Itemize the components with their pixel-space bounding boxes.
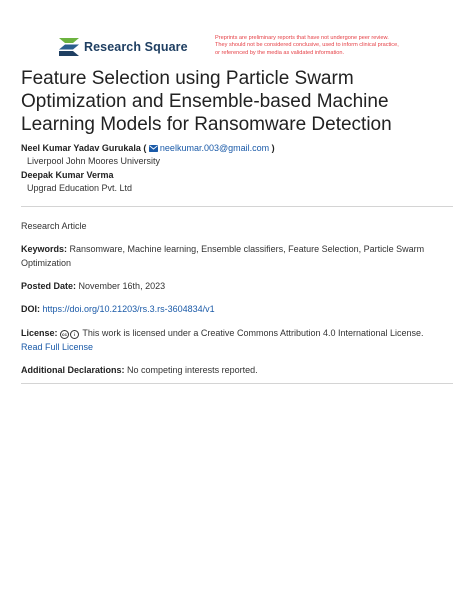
disclaimer-line: or referenced by the media as validated information. (215, 49, 345, 56)
article-type (21, 220, 451, 234)
divider (21, 383, 453, 384)
license (21, 327, 451, 354)
keywords-value: Ransomware, Machine learning, Ensemble classifiers, Feature Selection, Particle Swarm Optimization (21, 244, 425, 268)
email-wrapper: ( neelkumar.003@gmail.com ) (143, 143, 275, 153)
author-affiliation: Upgrad Education Pvt. Ltd (27, 183, 133, 193)
posted-date (21, 280, 451, 294)
doi (21, 303, 451, 317)
disclaimer-line: They should not be considered conclusive, used to inform clinical practice, (215, 42, 399, 49)
declarations-label: Additional Declarations: (21, 365, 125, 375)
author-name-text: Neel Kumar Yadav Gurukala (21, 143, 141, 153)
author-email-link[interactable]: neelkumar.003@gmail.com (159, 143, 270, 153)
posted-date-value: November 16th, 2023 (78, 281, 166, 291)
creative-commons-icon: cc (62, 332, 68, 337)
logo-text: Research Square (84, 40, 188, 54)
keywords-label: Keywords: (21, 244, 68, 254)
research-square-logo-icon (58, 38, 80, 56)
article-type-text: Research Article (21, 221, 87, 231)
divider (21, 206, 453, 207)
paper-title: Feature Selection using Particle Swarm Optimization and Ensemble-based Machine Learning Models for Ransomware Detection (21, 68, 392, 135)
doi-link[interactable]: https://doi.org/10.21203/rs.3.rs-3604834/v1 (42, 304, 215, 314)
author-affiliation: Liverpool John Moores University (27, 156, 161, 166)
declarations-value: No competing interests reported. (127, 365, 258, 375)
page-header (0, 0, 474, 62)
keywords (21, 243, 451, 270)
author-name: Deepak Kumar Verma (21, 170, 114, 180)
license-label: License: (21, 328, 58, 338)
posted-date-label: Posted Date: (21, 281, 77, 291)
envelope-icon (149, 145, 158, 152)
additional-declarations (21, 364, 451, 378)
author-list (21, 142, 461, 196)
preprint-disclaimer (215, 35, 445, 57)
attribution-icon: i (70, 330, 79, 339)
research-square-logo[interactable] (58, 38, 188, 56)
author-name (21, 142, 461, 154)
read-full-license-link[interactable]: Read Full License (21, 341, 94, 352)
license-text: This work is licensed under a Creative Commons Attribution 4.0 International License. (82, 328, 424, 338)
disclaimer-line: Preprints are preliminary reports that have not undergone peer review. (215, 35, 389, 41)
doi-label: DOI: (21, 304, 40, 314)
